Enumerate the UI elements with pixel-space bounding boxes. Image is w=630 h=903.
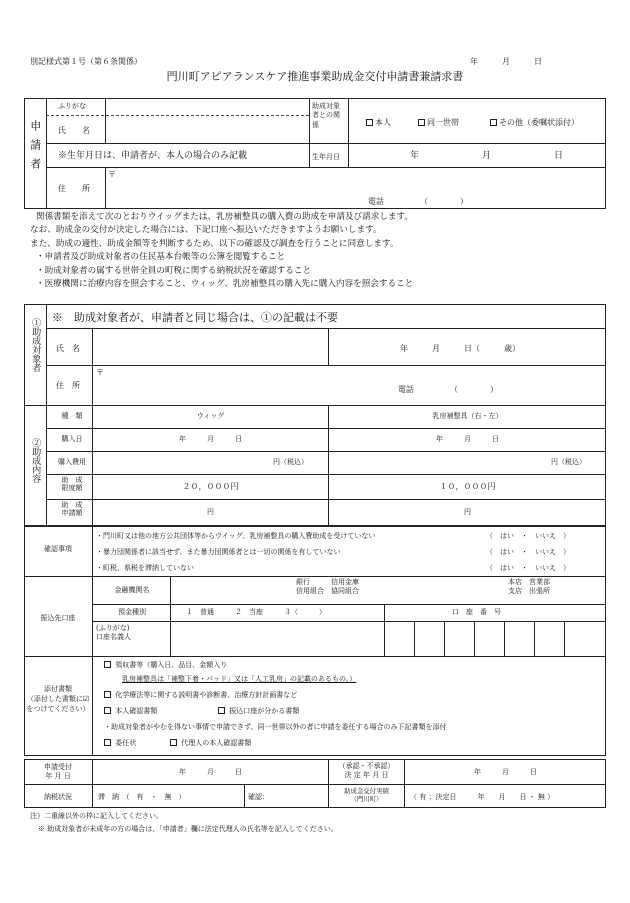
- applicant-name-field[interactable]: [105, 116, 309, 142]
- subject-birthdate-field[interactable]: 年 月 日（ 歳）: [400, 344, 520, 353]
- branch-name-field[interactable]: [394, 578, 504, 602]
- breast-apply-amount-field[interactable]: 円: [464, 508, 471, 516]
- applicant-furigana-field[interactable]: [105, 99, 309, 114]
- wig-apply-amount-field[interactable]: 円: [207, 508, 214, 516]
- attach-proxy-id[interactable]: 代理人の本人確認書類: [170, 739, 251, 748]
- checkbox-icon: [366, 119, 373, 126]
- confirm-answer-1[interactable]: （ はい ・ いいえ ）: [486, 532, 570, 540]
- header-date: 年 月 日: [470, 57, 542, 66]
- section1-label: ①助成対象者: [30, 318, 41, 372]
- page-title: 門川町アピアランスケア推進事業助成金交付申請書兼請求書: [166, 70, 464, 83]
- applicant-label: 申請者: [28, 120, 42, 177]
- form-number: 別記様式第１号（第６条関係）: [30, 57, 142, 66]
- attach-receipt[interactable]: 領収書等（購入日、品目、金額入り: [104, 661, 227, 670]
- attach-bank-doc[interactable]: 振込口座が分かる書類: [218, 707, 299, 716]
- subject-phone-field[interactable]: 電話 （ ）: [398, 385, 498, 394]
- applicant-phone-field[interactable]: 電話 （ ）: [368, 197, 468, 206]
- checkbox-icon: [104, 661, 111, 668]
- breast-cost-field[interactable]: 円（税込）: [551, 458, 586, 466]
- birthdate-note: ※生年月日は、申請者が、本人の場合のみ記載: [58, 151, 248, 161]
- rel-household-option[interactable]: 同一世帯: [418, 118, 459, 128]
- wig-limit-amount: ２０，０００円: [182, 482, 239, 491]
- consent-statement: 関係書類を添えて次のとおりウイッグまたは、乳房補整具の購入費の助成を申請及び請求します。 なお、助成金の交付が決定した場合には、下記口座へ振込いただきますようお願いします。 また、助成の適性、助成金額等を判断するため、以下の確認及び調査を行うことに同意します。 ・申請者及び助成対象者の住民基本台帳等の公簿を閲覧すること ・助成対象者の属する世帯全員の町税に関する納税状況を確認すること ・医療機関に治療内容を照会すること、ウィッグ、乳房補整具の購入先に購入内容を照会すること: [30, 212, 414, 290]
- office-decision-date[interactable]: 年 月 日: [474, 768, 537, 776]
- applicant-address-field[interactable]: [120, 169, 600, 194]
- breast-purchase-date-field[interactable]: 年 月 日: [436, 435, 499, 443]
- office-tax-status[interactable]: 滞 納 （ 有 ・ 無 ）: [98, 793, 186, 801]
- breast-column-header: 乳房補整具（右・左）: [432, 412, 503, 420]
- checkbox-icon: [218, 707, 225, 714]
- checkbox-icon: [104, 739, 111, 746]
- attach-power[interactable]: 委任状: [104, 739, 136, 748]
- confirm-answer-2[interactable]: （ はい ・ いいえ ）: [486, 548, 570, 556]
- subject-address-field[interactable]: [108, 367, 598, 389]
- account-holder-field[interactable]: [172, 622, 382, 655]
- rel-self-option[interactable]: 本人: [366, 118, 391, 128]
- checkbox-icon: [490, 119, 497, 126]
- checkbox-icon: [418, 119, 425, 126]
- rel-other-option[interactable]: その他（委嘱状添付）: [490, 118, 579, 128]
- checkbox-icon: [104, 691, 111, 698]
- attach-treatment[interactable]: 化学療法等に関する説明書や診断書、治療方針計画書など: [104, 691, 297, 700]
- confirm-answer-3[interactable]: （ はい ・ いいえ ）: [486, 564, 570, 572]
- applicant-birthdate-field[interactable]: 年 月 日: [410, 151, 564, 161]
- footer-note-2: ※ 助成対象者が未成年の方の場合は、「申請者」欄に法定代理人の氏名等を記入してください。: [38, 825, 338, 833]
- wig-cost-field[interactable]: 円（税込）: [273, 458, 308, 466]
- wig-column-header: ウィッグ: [196, 412, 225, 420]
- bank-name-field[interactable]: [172, 578, 292, 602]
- checkbox-icon: [104, 707, 111, 714]
- checkbox-icon: [170, 739, 177, 746]
- attachments-label: 添付書類 （添付した書類に☑をつけてください）: [26, 685, 90, 714]
- wig-purchase-date-field[interactable]: 年 月 日: [179, 435, 242, 443]
- office-grant-record[interactable]: （ 有 ；決定日 年 月 日 ・ 無 ）: [410, 793, 555, 801]
- breast-limit-amount: １０，０００円: [439, 482, 496, 491]
- attach-id[interactable]: 本人確認書類: [104, 707, 157, 716]
- deposit-type-options[interactable]: １ 普通 ２ 当座 ３（ ）: [186, 608, 326, 616]
- subject-name-field[interactable]: [93, 329, 328, 365]
- account-number-field[interactable]: [386, 623, 604, 654]
- form-page: 別記様式第１号（第６条関係） 年 月 日 門川町アピアランスケア推進事業助成金交付申請書兼請求書 申請者 ふりがな 氏 名 助成対象者との関係 本人 同一世帯 その他（委嘱状添付） ※生年月日は、申請者が、本人の場合のみ記載 生年月日 年 月 日 住 所 〒 電話 （ ） 関係書類を添えて次のとおりウイッグまたは、乳房補整具の購入費の助成を申請及び請求します。 なお、助成金の交付が決定した場合には、下記口座へ振込いただきますようお願いします。 また、助成の適性、助成金額等を判断するため、以下の確認及び調査を行うことに同意します。 ・申請者及び助成対象者の住民基本台帳等の公簿を閲覧すること ・助成対象者の属する世帯全員の町税に関する納税状況を確認すること ・医療機関に治療内容を照会すること、ウィッグ、乳房補整具の購入先に購入内容を照会すること ①助成対象者 ※ 助成対象者が、申請者と同じ場合は、①の記載は不要 氏 名 年 月 日（ 歳） 住 所 〒 電話 （ ） ②助成内容 種 類 ウィッグ 乳房補整具（右・左） 購入日 年 月 日 年 月 日 購入費用 円（税込） 円（税込） 助 成 限度額 ２０，０００円 １０，０００円 助 成 申請額 円 円 確認事項 ・門川町又は他の地方公共団体等からウイッグ、乳房補整具の購入費助成を受けていない ・暴力団関係者に該当せず、また暴力団関係者とは一切の関係を有していない ・町税、県税を滞納していない （ はい ・ いいえ ） （ はい ・ いいえ ） （ はい ・ いいえ ） 振込先口座 金融機関名 銀行 信用金庫 信用組合 協同組合 本店 営業部 支店 出張所 預金種別 １ 普通 ２ 当座 ３（ ） 口 座 番 号 (ふりがな) 口座名義人 添付書類 （添付した書類に☑をつけてください） 領収書等（購入日、品目、金額入り 乳房補整具は「補整下着・パッド」又は「人工乳房」の記載のあるもの。） 化学療法等に関する説明書や診断書、治療方針計画書など 本人確認書類 振込口座が分かる書類 ・助成対象者がやむを得ない事情で申請できず、同一世帯以外の者に申請を委任する場合のみ下記書類を添付 委任状 代理人の本人確認書類 申請受付 年 月 日 年 月 日 （承認・不承認） 決 定 年 月 日 年 月 日 納税状況 滞 納 （ 有 ・ 無 ） 確認： 助成金交付実績 （門川町） （ 有 ；決定日 年 月 日 ・ 無 ） 注）二重線以外の枠に記入してください。 ※ 助成対象者が未成年の方の場合は、「申請者」欄に法定代理人の氏名等を記入してください。: [0, 0, 630, 903]
- section1-note: ※ 助成対象者が、申請者と同じ場合は、①の記載は不要: [52, 311, 338, 324]
- office-receipt-date[interactable]: 年 月 日: [179, 768, 242, 776]
- footer-note-1: 注）二重線以外の枠に記入してください。: [30, 812, 163, 820]
- section2-label: ②助成内容: [30, 438, 41, 483]
